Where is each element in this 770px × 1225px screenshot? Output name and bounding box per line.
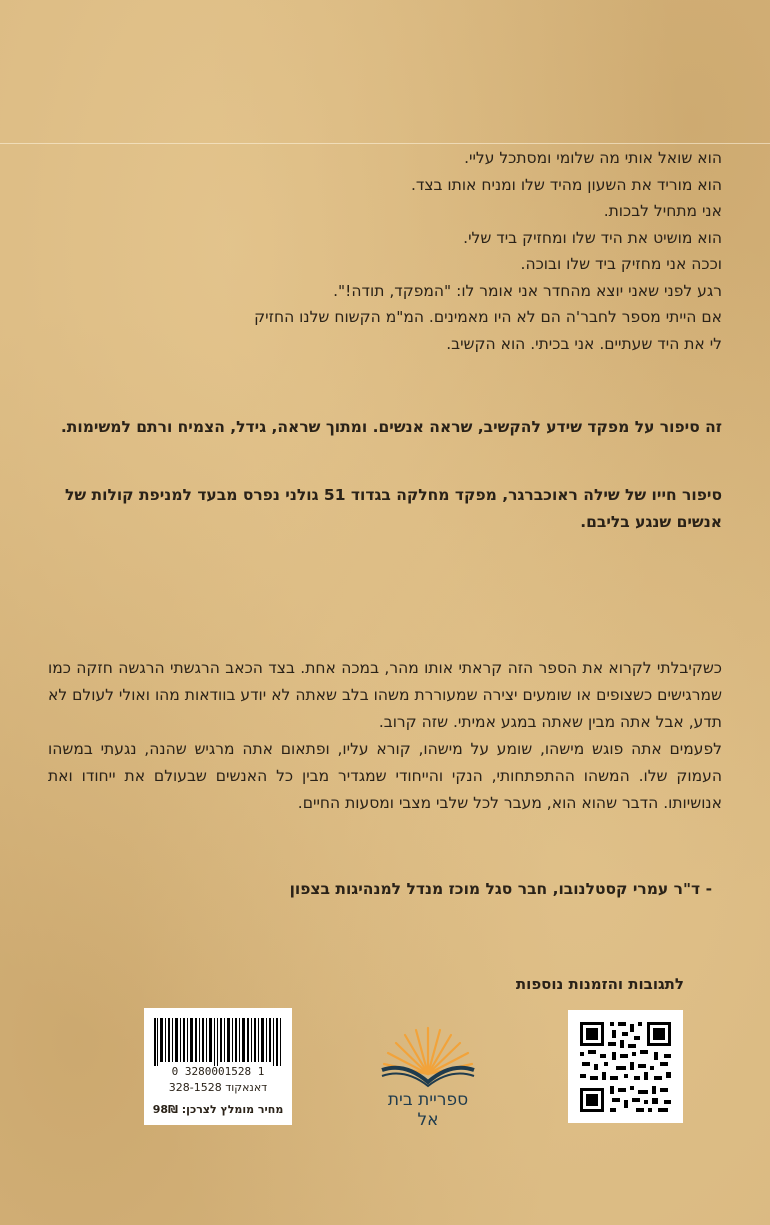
story-line: הוא שואל אותי מה שלומי ומסתכל עליי. — [464, 149, 722, 167]
barcode-number: 0 3280001528 1 — [171, 1065, 265, 1078]
review-signature: - ד"ר עמרי קסטלנובו, חבר סגל מוכז מנדל למנהיגות בצפון — [289, 880, 712, 898]
story-excerpt — [130, 145, 722, 357]
responses-label: לתגובות והזמנות נוספות — [515, 975, 684, 993]
review-paragraph-1: כשקיבלתי לקרוא את הספר הזה קראתי אותו מהר, במכה אחת. בצד הכאב הרגשתי הרגשה חזקה כמו שמרגישים כשצופים או שומעים יצירה שמעוררת משהו בלב שאתה לא יודע בוודאות מהו ואולי לעולם לא תדע, אבל אתה מבין שאתה במגע אמיתי. שזה קרוב. — [48, 659, 722, 731]
price-label: מחיר מומלץ לצרכן: 98₪ — [152, 1103, 284, 1116]
story-line: לי את היד שעתיים. אני בכיתי. הוא הקשיב. — [446, 334, 722, 353]
story-line: וככה אני מחזיק ביד שלו ובוכה. — [520, 255, 722, 273]
publisher-name: ספריית בית אל — [387, 1090, 469, 1130]
qr-code-icon[interactable] — [568, 1010, 683, 1123]
blurb-paragraph-2: סיפור חייו של שילה ראוכברגר, מפקד מחלקה בגדוד 51 גולני נפרס מבעד למניפת קולות של אנשים שנגע בליבם. — [65, 486, 722, 531]
publisher-logo — [378, 1022, 478, 1130]
open-book-sunrise-icon — [378, 1022, 478, 1088]
story-line: אני מתחיל לבכות. — [603, 202, 722, 220]
review-paragraph-2: לפעמים אתה פוגש מישהו, שומע על מישהו, קורא עליו, ופתאום אתה מרגיש שהנה, נגעתי במשהו העמוק שלו. המשהו ההתפתחותי, הנקי והייחודי שמגדיר מבין כל האנשים שבעולם את ייחודו ואת אנושיותו. הדבר שהוא הוא, מעבר לכל שלבי מצבי ומסעות החיים. — [48, 740, 722, 812]
story-line: הוא מוריד את השעון מהיד שלו ומניח אותו בצד. — [410, 175, 722, 194]
fold-line — [0, 143, 770, 144]
barcode-icon — [144, 1014, 292, 1069]
blurb-paragraph-1: זה סיפור על מפקד שידע להקשיב, שראה אנשים. ומתוך שראה, גידל, הצמיח ורתם למשימות. — [60, 418, 722, 436]
story-line: הוא מושיט את היד שלו ומחזיק ביד שלי. — [463, 228, 722, 247]
story-line: רגע לפני שאני יוצא מהחדר אני אומר לו: "המפקד, תודה!". — [333, 281, 722, 300]
barcode-box — [144, 1008, 292, 1125]
review-quote — [48, 655, 722, 817]
story-line: אם הייתי מספר לחבר'ה הם לא היו מאמינים. המ"מ הקשוח שלנו החזיק — [254, 308, 722, 326]
catalog-number: דאנאקוד 328-1528 — [168, 1081, 268, 1094]
